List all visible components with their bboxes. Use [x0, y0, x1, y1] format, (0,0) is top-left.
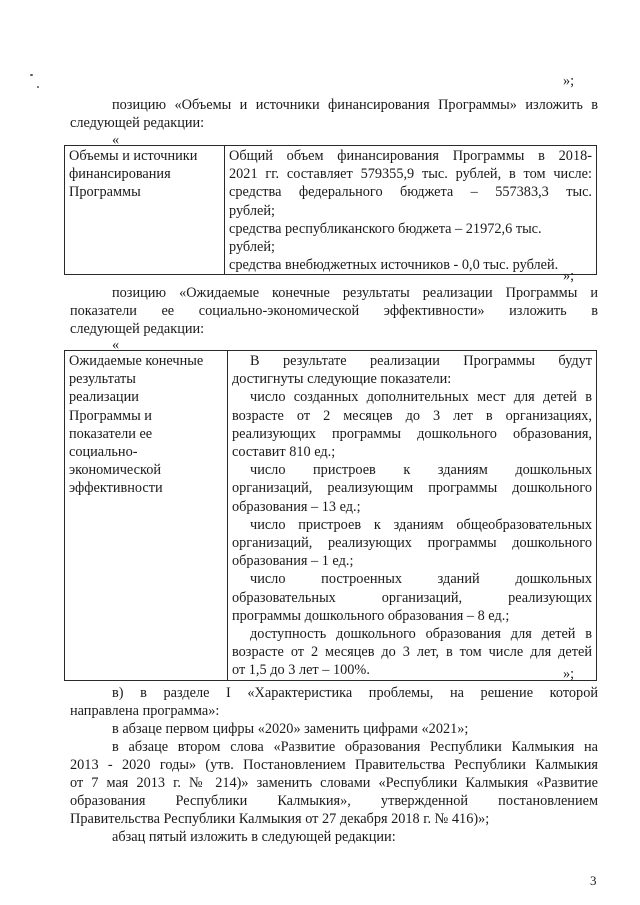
paragraph-2-line-3: следующей редакции:: [70, 321, 205, 337]
financing-text-line: рублей;: [229, 239, 275, 256]
results-label-line: показатели ее: [69, 425, 153, 442]
results-text-line: программы дошкольного образования – 8 ед.;: [232, 607, 510, 624]
paragraph-5-line-4: образования Республики Калмыкия», утвержденной постановлением: [70, 793, 598, 809]
results-row: [65, 351, 597, 681]
results-text-line: число пристроев к зданиям общеобразовательных: [250, 516, 592, 533]
opening-quote-2: «: [112, 337, 120, 353]
results-text-line: организаций, реализующих программы дошкольного: [232, 535, 592, 552]
paragraph-5-line-1: в абзаце втором слова «Развитие образования Республики Калмыкия на: [112, 739, 598, 755]
results-text-line: возрасте от 2 месяцев до 3 лет, в том числе для детей: [232, 644, 592, 661]
results-value-cell: [228, 351, 597, 681]
financing-label-line: Объемы и источники: [69, 148, 198, 164]
paragraph-5-line-5: Правительства Республики Калмыкия от 27 декабря 2018 г. № 416)»;: [70, 811, 490, 827]
paragraph-2-line-2: показатели ее социально-экономической эффективности» изложить в: [70, 303, 598, 319]
results-label-line: результаты: [69, 371, 136, 388]
results-text-line: образования – 13 ед.;: [232, 498, 361, 515]
opening-quote-1: «: [112, 132, 120, 148]
page-number: 3: [590, 873, 597, 888]
results-text-line: доступность дошкольного образования для детей в: [250, 626, 592, 643]
financing-table: [64, 145, 597, 275]
results-text-line: организаций, реализующим программы дошкольного: [232, 480, 592, 497]
results-text-line: образования – 1 ед.;: [232, 553, 354, 570]
financing-row: [65, 146, 597, 275]
results-label-line: реализации: [69, 389, 139, 406]
financing-text-line: Общий объем финансирования Программы в 2018-: [229, 148, 592, 164]
paragraph-1-line-2: следующей редакции:: [70, 115, 205, 131]
financing-label-line: Программы: [69, 184, 141, 201]
results-text-line: число построенных зданий дошкольных: [250, 571, 592, 588]
results-text-line: возрасте от 2 месяцев до 3 лет в организациях,: [232, 407, 592, 424]
paragraph-5-line-2: 2013 - 2020 годы» (утв. Постановлением Правительства Республики Калмыкия: [70, 757, 598, 773]
results-text-line: число пристроев к зданиям дошкольных: [250, 462, 592, 479]
results-text-line: число созданных дополнительных мест для детей в: [250, 389, 592, 406]
paragraph-6: абзац пятый изложить в следующей редакции:: [112, 829, 396, 845]
results-label-cell: [65, 351, 228, 681]
financing-text-line: рублей;: [229, 202, 275, 219]
results-text-line: от 1,5 до 3 лет – 100%.: [232, 662, 370, 679]
closing-quote-2: »;: [563, 268, 575, 284]
results-label-line: Ожидаемые конечные: [69, 353, 204, 369]
results-label-line: экономической: [69, 462, 161, 479]
paragraph-1-line-1: позицию «Объемы и источники финансирования Программы» изложить в: [112, 97, 598, 113]
paragraph-3-line-1: в) в разделе I «Характеристика проблемы, на решение которой: [112, 685, 598, 701]
results-text-line: В результате реализации Программы будут: [250, 353, 592, 369]
financing-text-line: средства федерального бюджета – 557383,3 тыс.: [229, 184, 592, 201]
paragraph-4: в абзаце первом цифры «2020» заменить цифрами «2021»;: [112, 721, 469, 737]
financing-label-cell: [65, 146, 225, 275]
results-table: [64, 350, 597, 681]
paragraph-5-line-3: от 7 мая 2013 г. № 214)» заменить словами «Республики Калмыкия «Развитие: [70, 775, 598, 791]
results-label-line: эффективности: [69, 480, 163, 497]
results-text-line: достигнуты следующие показатели:: [232, 371, 452, 388]
results-text-line: образовательных организаций, реализующих: [232, 589, 592, 606]
financing-value-cell: [225, 146, 597, 275]
paragraph-2-line-1: позицию «Ожидаемые конечные результаты реализации Программы и: [112, 285, 598, 301]
scan-speck: [37, 86, 39, 88]
financing-text-line: средства республиканского бюджета – 21972,6 тыс.: [229, 220, 542, 237]
results-text-line: составит 810 ед.;: [232, 444, 336, 461]
financing-text-line: 2021 гг. составляет 579355,9 тыс. рублей, в том числе:: [229, 166, 592, 183]
results-label-line: Программы и: [69, 407, 152, 424]
results-label-line: социально-: [69, 444, 138, 461]
financing-text-line: средства внебюджетных источников - 0,0 тыс. рублей.: [229, 257, 559, 274]
closing-quote-1: »;: [563, 73, 575, 89]
results-text-line: реализующих программы дошкольного образования,: [232, 425, 592, 442]
financing-label-line: финансирования: [69, 166, 171, 183]
closing-quote-3: »;: [563, 666, 575, 682]
paragraph-3-line-2: направлена программа»:: [70, 703, 220, 719]
scan-speck: [30, 74, 33, 76]
